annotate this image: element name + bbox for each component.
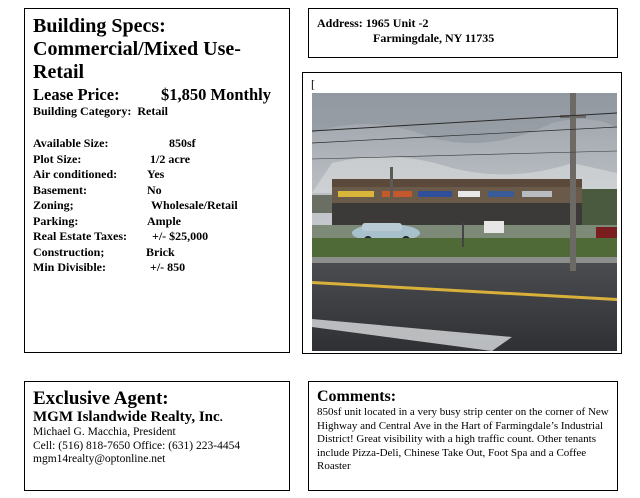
address-line2: Farmingdale, NY 11735 — [373, 31, 495, 45]
spec-label: Plot Size: — [33, 151, 82, 166]
agent-email: mgm14realty@optonline.net — [33, 453, 166, 465]
specs-heading-line1: Building Specs: — [33, 15, 166, 37]
address-line1: Address: 1965 Unit -2 — [317, 16, 429, 30]
spec-row-available-size — [33, 136, 289, 152]
spec-label: Available Size: — [33, 136, 109, 150]
spec-row-zoning — [33, 198, 289, 214]
spec-row-plot-size — [33, 152, 289, 168]
lease-price-value: $1,850 Monthly — [161, 85, 272, 104]
exclusive-agent-panel — [24, 381, 290, 491]
building-specs-panel — [24, 8, 290, 353]
spec-value: 850sf — [169, 136, 196, 150]
agent-phones: Cell: (516) 818-7650 Office: (631) 223-4454 — [33, 439, 241, 452]
spec-value: Ample — [147, 213, 181, 228]
agent-title: Exclusive Agent: — [33, 388, 169, 409]
building-category-value: Retail — [137, 104, 168, 118]
spec-row-real-estate-taxes — [33, 229, 289, 245]
spec-label: Construction; — [33, 244, 105, 259]
comments-title: Comments: — [317, 388, 397, 405]
spec-label: Min Divisible: — [33, 260, 107, 274]
spec-label: Zoning; — [33, 198, 74, 212]
comments-text: 850sf unit located in a very busy strip center on the corner of New Highway and Central Ave in the Hart of Farmingdale’s Industrial District! Great visibility with a high traffic count. Other tenants include Pizza-Deli, Chinese Take Out, Foot Spa and a Coffee Roaster — [317, 406, 609, 472]
agent-name: Michael G. Macchia, President — [33, 426, 176, 438]
spec-value: +/- 850 — [150, 260, 186, 274]
spec-value: Brick — [146, 244, 175, 259]
spec-value: +/- $25,000 — [152, 229, 209, 243]
agent-company-suffix: . — [219, 410, 223, 424]
specs-heading — [33, 15, 289, 84]
comments-panel — [308, 381, 618, 491]
property-photo-panel — [302, 72, 622, 354]
photo-bracket: [ — [311, 77, 315, 91]
spec-row-air-conditioned — [33, 167, 289, 183]
specs-list — [33, 136, 289, 276]
spec-row-construction — [33, 245, 289, 261]
lease-price-label: Lease Price: — [33, 85, 120, 104]
spec-label: Real Estate Taxes: — [33, 229, 127, 243]
spec-value: Yes — [147, 167, 165, 181]
specs-heading-line2: Commercial/Mixed Use- — [33, 38, 241, 60]
property-photo — [312, 93, 617, 351]
building-category — [33, 104, 289, 119]
agent-company-name: MGM Islandwide Realty, Inc — [33, 409, 220, 425]
spec-value: No — [147, 182, 162, 197]
spec-label: Basement: — [33, 182, 87, 197]
spec-row-min-divisible — [33, 260, 289, 276]
spec-value: 1/2 acre — [150, 151, 191, 166]
lease-price — [33, 86, 289, 104]
address-panel — [308, 8, 618, 58]
spec-label: Parking: — [33, 213, 79, 228]
agent-company — [33, 409, 289, 426]
spec-row-basement — [33, 183, 289, 199]
spec-row-parking — [33, 214, 289, 230]
spec-value: Wholesale/Retail — [151, 198, 238, 212]
specs-heading-line3: Retail — [33, 61, 85, 83]
spec-label: Air conditioned: — [33, 167, 118, 181]
building-category-label: Building Category: — [33, 104, 132, 118]
